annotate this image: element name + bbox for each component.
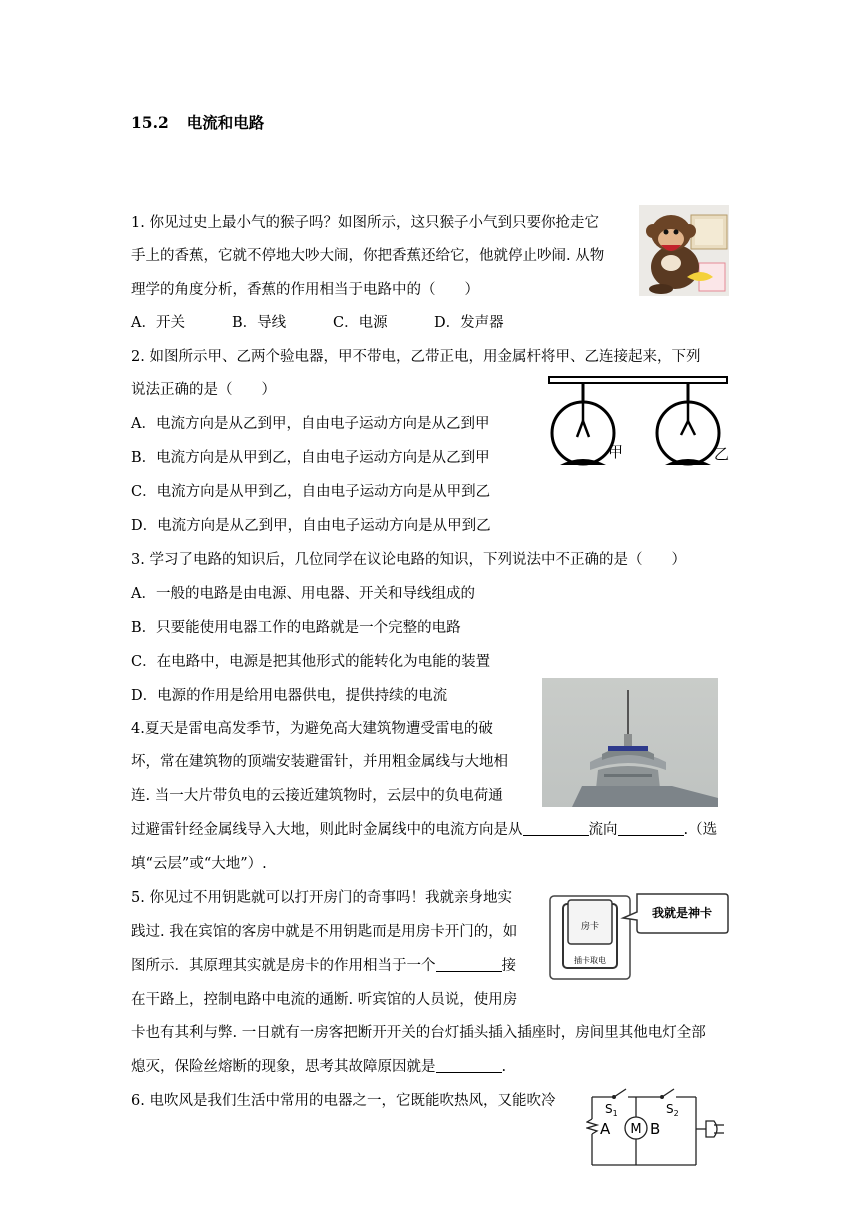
q5-line-1: 5. 你见过不用钥匙就可以打开房门的奇事吗！我就亲身地实 (131, 890, 512, 906)
heater-a-label: A (600, 1120, 611, 1138)
q2-option-a: A．电流方向是从乙到甲，自由电子运动方向是从乙到甲 (131, 416, 490, 432)
q3-option-c: C．在电路中，电源是把其他形式的能转化为电能的装置 (131, 654, 491, 670)
switch-s2-label: $S_2$ (666, 1102, 679, 1118)
q2-option-b: B．电流方向是从甲到乙，自由电子运动方向是从乙到甲 (131, 450, 490, 466)
q5-text-c: 熄灭，保险丝熔断的现象，思考其故障原因就是 (131, 1059, 436, 1075)
q1-option-d: D．发声器 (434, 315, 504, 331)
q1-line-1: 1. 你见过史上最小气的猴子吗？如图所示，这只猴子小气到只要你抢走它 (131, 215, 599, 231)
q1-options (131, 313, 504, 333)
q3-option-b: B．只要能使用电器工作的电路就是一个完整的电路 (131, 620, 461, 636)
q3-line-1: 3. 学习了电路的知识后，几位同学在议论电路的知识，下列说法中不正确的是（ ） (131, 552, 686, 568)
electroscope-diagram (546, 373, 732, 469)
hair-dryer-circuit (586, 1085, 726, 1167)
card-label: 房卡 (580, 922, 600, 932)
slot-label: 插卡取电 (574, 956, 606, 965)
answer-blank-fault[interactable] (436, 1058, 502, 1073)
q5-text-a: 图所示．其原理其实就是房卡的作用相当于一个 (131, 958, 436, 974)
q1-line-3: 理学的角度分析，香蕉的作用相当于电路中的（ ） (131, 282, 479, 298)
q1-line-2: 手上的香蕉，它就不停地大吵大闹，你把香蕉还给它，他就停止吵闹. 从物 (131, 248, 605, 264)
electroscope-left (552, 383, 614, 465)
q4-line-2: 坏，常在建筑物的顶端安装避雷针，并用粗金属线与大地相 (131, 754, 508, 770)
answer-blank-to[interactable] (618, 821, 684, 836)
monkey-photo (639, 205, 729, 296)
q4-text-b: 流向 (588, 822, 618, 838)
tower-photo (542, 678, 718, 807)
answer-blank-card-role[interactable] (436, 957, 502, 972)
answer-blank-from[interactable] (523, 821, 589, 836)
q5-line-2: 践过. 我在宾馆的客房中就是不用钥匙而是用房卡开门的，如 (131, 924, 518, 940)
q5-line-3 (131, 956, 516, 976)
q5-line-4: 在干路上，控制电路中电流的通断. 听宾馆的人员说，使用房 (131, 992, 518, 1008)
q2-option-d: D．电流方向是从乙到甲，自由电子运动方向是从甲到乙 (131, 518, 491, 534)
q2-line-2: 说法正确的是（ ） (131, 382, 276, 398)
left-label: 甲 (608, 443, 624, 461)
q6-line-1: 6. 电吹风是我们生活中常用的电器之一，它既能吹热风，又能吹冷 (131, 1093, 556, 1109)
q3-option-d: D．电源的作用是给用电器供电，提供持续的电流 (131, 688, 448, 704)
q4-text-c: .（选 (683, 822, 718, 838)
q4-text-a: 过避雷针经金属线导入大地，则此时金属线中的电流方向是从 (131, 822, 523, 838)
section-number: 15.2 (131, 113, 169, 132)
q4-line-5: 填“云层”或“大地”）. (131, 856, 267, 872)
q1-option-c: C．电源 (333, 315, 388, 331)
bubble-text: 我就是神卡 (651, 906, 713, 920)
q4-line-3: 连. 当一大片带负电的云接近建筑物时，云层中的负电荷通 (131, 788, 503, 804)
q5-text-d: . (501, 1059, 507, 1075)
switch-s1-label: $S_1$ (605, 1102, 618, 1118)
motor-m-label: M (630, 1122, 642, 1137)
q1-option-b: B．导线 (232, 315, 287, 331)
q2-line-1: 2. 如图所示甲、乙两个验电器，甲不带电，乙带正电，用金属杆将甲、乙连接起来，下列 (131, 349, 701, 365)
q3-option-a: A．一般的电路是由电源、用电器、开关和导线组成的 (131, 586, 475, 602)
q4-line-4 (131, 820, 717, 840)
section-title: 电流和电路 (186, 113, 265, 132)
node-b-label: B (650, 1120, 661, 1138)
q4-line-1: 4.夏天是雷电高发季节，为避免高大建筑物遭受雷电的破 (131, 721, 493, 737)
page-title (131, 111, 264, 133)
q2-option-c: C．电流方向是从甲到乙，自由电子运动方向是从甲到乙 (131, 484, 491, 500)
electroscope-right (657, 383, 719, 465)
room-card-diagram (549, 886, 729, 982)
q5-line-6 (131, 1057, 506, 1077)
q1-option-a: A．开关 (131, 315, 185, 331)
right-label: 乙 (714, 445, 730, 463)
q5-text-b: 接 (501, 958, 516, 974)
q5-line-5: 卡也有其利与弊. 一日就有一房客把断开开关的台灯插头插入插座时，房间里其他电灯全部 (131, 1025, 706, 1041)
